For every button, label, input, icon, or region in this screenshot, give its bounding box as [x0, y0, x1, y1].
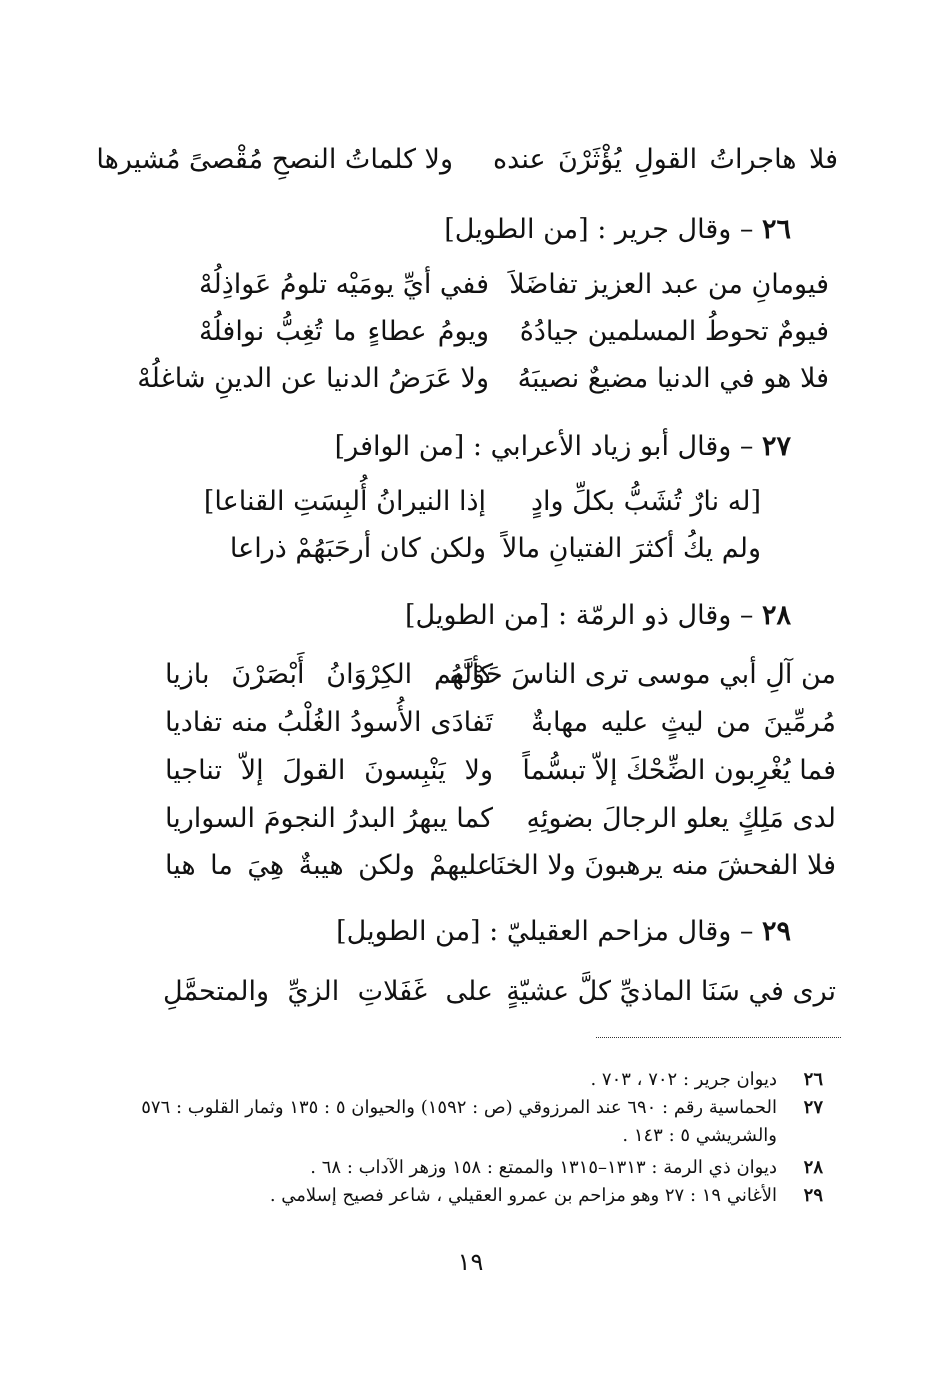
verse-first-hemistich: لدى مَلِكٍ يعلو الرجالَ بضوئِهِ	[526, 803, 836, 834]
poem-heading	[336, 912, 791, 952]
footnote-text: الأغاني ١٩ : ٢٧ وهو مزاحم بن عمرو العقيلي ، شاعر فصيح إسلامي .	[269, 1185, 777, 1206]
poem-number: ٢٧	[761, 431, 791, 462]
verse-second-hemistich: ففي أيِّ يومَيْه تلومُ عَواذِلُهْ	[199, 269, 489, 300]
verse-second-hemistich: ولكن كان أرحَبَهُمْ ذراعا	[229, 533, 486, 564]
poem-number: ٢٨	[761, 600, 791, 631]
poem-attribution: – وقال جرير : [من الطويل]	[444, 214, 762, 245]
verse-second-hemistich: إذا النيرانُ أُلبِسَتِ القناعا]	[203, 486, 486, 517]
verse-line	[96, 140, 838, 180]
footnote-number: ٢٦	[803, 1069, 823, 1090]
verse-second-hemistich: كأنّهم الكِرْوَانُ أَبْصَرْنَ بازيا	[165, 659, 493, 690]
verse-second-hemistich: ويومُ عطاءٍ ما تُغِبُّ نوافلُهْ	[199, 316, 489, 347]
footnote-text: ديوان جرير : ٧٠٢ ، ٧٠٣ .	[590, 1069, 777, 1090]
verse-second-hemistich: ولا عَرَضُ الدنيا عن الدينِ شاغلُهْ	[137, 363, 489, 394]
poem-attribution: – وقال مزاحم العقيليّ : [من الطويل]	[336, 916, 762, 947]
verse-line	[165, 751, 836, 791]
verse-first-hemistich: مُرمِّينَ من ليثٍ عليه مهابةٌ	[531, 707, 836, 738]
footnote-number: ٢٩	[803, 1185, 823, 1206]
verse-line	[163, 972, 836, 1012]
poem-heading	[444, 210, 791, 250]
verse-first-hemistich: من آلِ أبي موسى ترى الناسَ حَوْلَهُ	[449, 659, 836, 690]
verse-second-hemistich: تَفادَى الأُسودُ الغُلْبُ منه تفاديا	[165, 707, 493, 738]
poem-attribution: – وقال ذو الرمّة : [من الطويل]	[405, 600, 762, 631]
verse-first-hemistich: فما يُغْرِبون الضِّحْكَ إلاّ تبسُّماً	[522, 755, 836, 786]
verse-line	[165, 846, 836, 886]
footnote	[270, 1182, 823, 1210]
footnote	[310, 1154, 823, 1182]
footnote-number: ٢٧	[803, 1097, 823, 1118]
poem-number: ٢٦	[761, 214, 791, 245]
verse-first-hemistich: فلا هاجراتُ القولِ يُؤْثَرْنَ عنده	[493, 144, 838, 175]
footnote-text: الحماسية رقم : ٦٩٠ عند المرزوقي (ص : ١٥٩٢) والحيوان ٥ : ١٣٥ وثمار القلوب : ٥٧٦	[141, 1097, 777, 1118]
verse-first-hemistich: [له نارٌ تُشَبُّ بكلِّ وادٍ	[531, 486, 761, 517]
verse-line	[203, 482, 761, 522]
footnote-number: ٢٨	[803, 1157, 823, 1178]
verse-first-hemistich: فيومٌ تحوطُ المسلمين جيادُهُ	[519, 316, 829, 347]
footnote-text-continued: والشريشي ٥ : ١٤٣ .	[622, 1125, 777, 1146]
verse-second-hemistich: ولا كلماتُ النصحِ مُقْصىً مُشيرها	[96, 144, 453, 175]
verse-second-hemistich: ولا يَنْبِسونَ القولَ إلاّ تناجيا	[165, 755, 493, 786]
verse-line	[137, 359, 829, 399]
footnote-text: ديوان ذي الرمة : ١٣١٣–١٣١٥ والممتع : ١٥٨ وزهر الآداب : ٦٨ .	[310, 1157, 777, 1178]
verse-line	[165, 655, 836, 695]
verse-second-hemistich: كما يبهرُ البدرُ النجومَ السواريا	[165, 803, 493, 834]
page-number: ١٩	[457, 1248, 484, 1276]
footnote	[590, 1066, 823, 1094]
verse-first-hemistich: ترى في سَنَا الماذيِّ كلَّ عشيّةٍ	[506, 976, 836, 1007]
verse-first-hemistich: فيومانِ من عبد العزيز تفاضَلاَ	[509, 269, 829, 300]
poem-heading	[405, 596, 791, 636]
verse-line	[165, 799, 836, 839]
footnote-separator	[596, 1037, 841, 1038]
footnote	[141, 1094, 823, 1150]
verse-second-hemistich: عليهمْ ولكن هيبةٌ هِيَ ما هيا	[165, 850, 493, 881]
verse-second-hemistich: على غَفَلاتِ الزيِّ والمتحمَّلِ	[163, 976, 493, 1007]
verse-line	[199, 312, 829, 352]
poem-attribution: – وقال أبو زياد الأعرابي : [من الوافر]	[334, 431, 762, 462]
verse-line	[229, 529, 761, 569]
verse-first-hemistich: ولم يكُ أكثرَ الفتيانِ مالاً	[501, 533, 761, 564]
poem-number: ٢٩	[761, 916, 791, 947]
verse-first-hemistich: فلا هو في الدنيا مضيعٌ نصيبَهُ	[517, 363, 829, 394]
verse-line	[199, 265, 829, 305]
poem-heading	[335, 427, 791, 467]
verse-first-hemistich: فلا الفحشَ منه يرهبونَ ولا الخنَا	[489, 850, 836, 881]
verse-line	[165, 703, 836, 743]
